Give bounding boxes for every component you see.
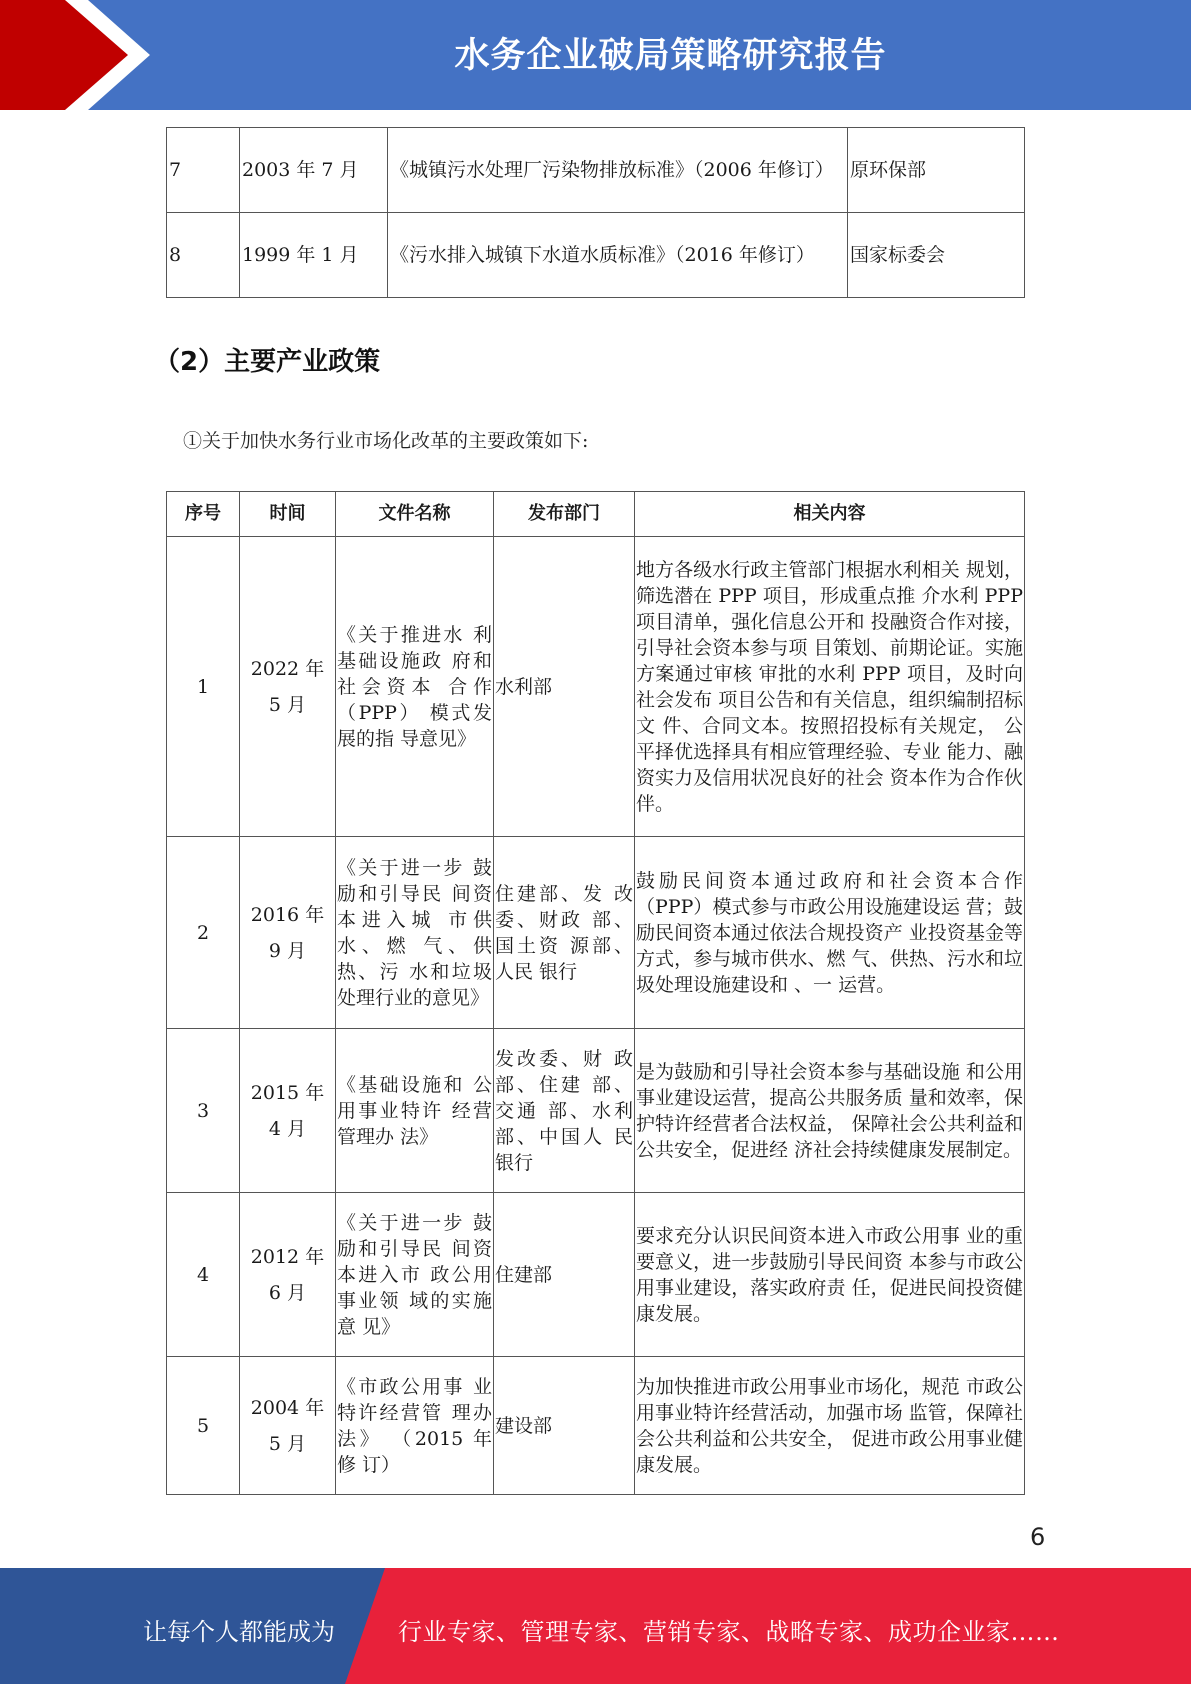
header-content: 相关内容	[635, 492, 1025, 537]
row-date	[240, 1029, 336, 1193]
row-document-name: 《关于进一步 鼓励和引导民 间资本进入城 市供水、燃 气、供热、污 水和垃圾处理行业的意见》	[336, 837, 494, 1029]
row-number: 3	[167, 1029, 240, 1193]
header-document-name: 文件名称	[336, 492, 494, 537]
footer-slogan-left: 让每个人都能成为	[143, 1618, 335, 1646]
row-content: 是为鼓励和引导社会资本参与基础设施 和公用事业建设运营，提高公共服务质 量和效率，保护特许经营者合法权益， 保障社会公共利益和公共安全，促进经 济社会持续健康发展制定。	[635, 1029, 1025, 1193]
row-department: 发改委、财 政部、住建 部、交通 部、水利 部、中国人 民银行	[494, 1029, 635, 1193]
row-document-name: 《基础设施和 公用事业特许 经营管理办 法》	[336, 1029, 494, 1193]
row-content: 地方各级水行政主管部门根据水利相关 规划，筛选潜在 PPP 项目，形成重点推 介水利 PPP 项目清单，强化信息公开和 投融资合作对接，引导社会资本参与项 目策划、前期论证。实施方案通过审核 审批的水利 PPP 项目，及时向社会发布 项目公告和有关信息，组织编制招标文 件、合同文本。按照招投标有关规定， 公平择优选择具有相应管理经验、专业 能力、融资实力及信用状况良好的社会 资本作为合作伙伴。	[635, 537, 1025, 837]
row-date-year: 2004 年	[250, 1396, 325, 1419]
row-content: 要求充分认识民间资本进入市政公用事 业的重要意义，进一步鼓励引导民间资 本参与市政公用事业建设，落实政府责 任，促进民间投资健康发展。	[635, 1193, 1025, 1357]
row-number: 8	[167, 213, 240, 298]
row-department: 建设部	[494, 1357, 635, 1495]
row-number: 1	[167, 537, 240, 837]
header-number: 序号	[167, 492, 240, 537]
table-row	[167, 213, 1025, 298]
row-content: 为加快推进市政公用事业市场化，规范 市政公用事业特许经营活动，加强市场 监管，保障社会公共利益和公共安全， 促进市政公用事业健康发展。	[635, 1357, 1025, 1495]
standards-table-continued	[166, 127, 1025, 298]
row-date: 1999 年 1 月	[240, 213, 388, 298]
row-date-month: 6 月	[268, 1281, 307, 1304]
row-document-name: 《城镇污水处理厂污染物排放标准》（2006 年修订）	[388, 128, 848, 213]
page-number: 6	[1030, 1523, 1046, 1551]
report-title: 水务企业破局策略研究报告	[454, 36, 887, 76]
row-date	[240, 837, 336, 1029]
table-row	[167, 1029, 1025, 1193]
row-date	[240, 1357, 336, 1495]
table-row	[167, 128, 1025, 213]
table-row	[167, 1193, 1025, 1357]
table-row	[167, 1357, 1025, 1495]
row-date-year: 2022 年	[250, 657, 325, 680]
row-date: 2003 年 7 月	[240, 128, 388, 213]
row-date	[240, 1193, 336, 1357]
row-department: 国家标委会	[848, 213, 1025, 298]
table-row	[167, 837, 1025, 1029]
row-department: 住建部	[494, 1193, 635, 1357]
row-number: 2	[167, 837, 240, 1029]
row-department: 水利部	[494, 537, 635, 837]
page-footer	[0, 1568, 1191, 1684]
section-title: （2）主要产业政策	[154, 347, 381, 377]
row-date-month: 5 月	[268, 693, 307, 716]
row-document-name: 《关于进一步 鼓励和引导民 间资本进入市 政公用事业领 域的实施意 见》	[336, 1193, 494, 1357]
row-date-year: 2012 年	[250, 1245, 325, 1268]
row-date-year: 2016 年	[250, 903, 325, 926]
intro-text: ①关于加快水务行业市场化改革的主要政策如下:	[183, 430, 589, 452]
policy-table	[166, 491, 1025, 1495]
table-row	[167, 537, 1025, 837]
row-content: 鼓励民间资本通过政府和社会资本合作（PPP）模式参与市政公用设施建设运 营；鼓励民间资本通过依法合规投资产 业投资基金等方式，参与城市供水、燃 气、供热、污水和垃圾处理设施建设和 、一 运营。	[635, 837, 1025, 1029]
row-number: 4	[167, 1193, 240, 1357]
row-date-month: 4 月	[268, 1117, 307, 1140]
row-date	[240, 537, 336, 837]
row-date-year: 2015 年	[250, 1081, 325, 1104]
row-document-name: 《污水排入城镇下水道水质标准》（2016 年修订）	[388, 213, 848, 298]
row-number: 5	[167, 1357, 240, 1495]
footer-slogan-right: 行业专家、管理专家、营销专家、战略专家、成功企业家……	[398, 1618, 1060, 1646]
row-date-month: 5 月	[268, 1432, 307, 1455]
row-date-month: 9 月	[268, 939, 307, 962]
header-date: 时间	[240, 492, 336, 537]
row-document-name: 《关于推进水 利基础设施政 府和社会资本 合作（PPP） 模式发展的指 导意见》	[336, 537, 494, 837]
table-header-row	[167, 492, 1025, 537]
row-number: 7	[167, 128, 240, 213]
row-department: 住建部、发 改委、财政 部、国土资 源部、人民 银行	[494, 837, 635, 1029]
row-document-name: 《市政公用事 业特许经营管 理办法》 （2015 年修 订）	[336, 1357, 494, 1495]
page-header	[0, 0, 1191, 110]
header-department: 发布部门	[494, 492, 635, 537]
row-department: 原环保部	[848, 128, 1025, 213]
